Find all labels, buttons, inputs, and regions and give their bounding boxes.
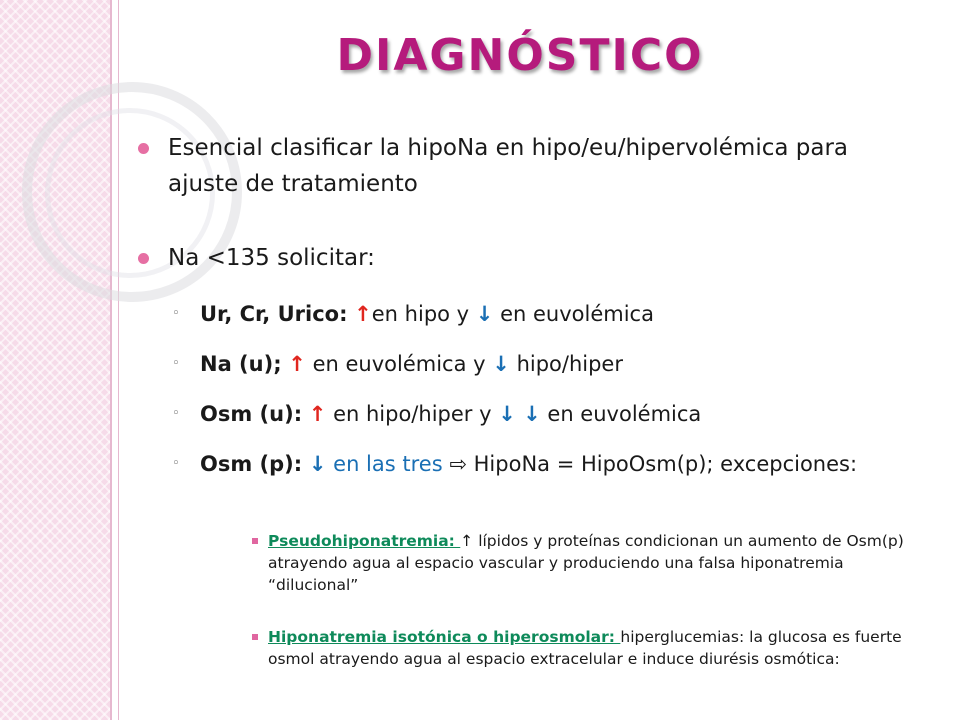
sub-item-osm-p bbox=[200, 448, 900, 480]
sub-item-label: Osm (u): bbox=[200, 402, 303, 426]
detail-text: hiperglucemias: la glucosa es fuerte osmol atrayendo agua al espacio extracelular e induce diurésis osmótica: bbox=[268, 628, 902, 668]
sub-item-label: Osm (p): bbox=[200, 452, 303, 476]
sub-item-text: en hipo/hiper y bbox=[333, 402, 492, 426]
sub-item-label: Na (u); bbox=[200, 352, 282, 376]
up-arrow-icon: ↑ bbox=[354, 302, 372, 326]
sub-item-text: en euvolémica y bbox=[312, 352, 486, 376]
sub-item-ur-cr-urico bbox=[200, 298, 900, 330]
bullet-na-request: Na <135 solicitar: bbox=[168, 245, 375, 271]
detail-term: Pseudohiponatremia: bbox=[268, 532, 461, 550]
bullet-dot bbox=[138, 253, 149, 264]
bullet-dot bbox=[138, 143, 149, 154]
up-arrow-icon: ↑ bbox=[308, 402, 327, 426]
detail-text: ↑ lípidos y proteínas condicionan un aumento de Osm(p) atrayendo agua al espacio vascular y produciendo una falsa hiponatremia “dilucional” bbox=[268, 532, 904, 594]
sub-item-text: en hipo y bbox=[371, 302, 470, 326]
slide-title: DIAGNÓSTICO bbox=[336, 30, 704, 81]
down-arrow-icon: ↓ bbox=[492, 352, 510, 376]
sub-item-label: Ur, Cr, Urico: bbox=[200, 302, 348, 326]
sub-item-text: hipo/hiper bbox=[516, 352, 623, 376]
sub-bullet-marker: ◦ bbox=[172, 406, 180, 421]
sub-bullet-marker: ◦ bbox=[172, 456, 180, 471]
sub-bullet-marker: ◦ bbox=[172, 356, 180, 371]
detail-pseudohiponatremia bbox=[268, 530, 908, 596]
sub-bullet-marker: ◦ bbox=[172, 306, 180, 321]
detail-term: Hiponatremia isotónica o hiperosmolar: bbox=[268, 628, 621, 646]
down-arrow-icon: ↓ bbox=[475, 302, 494, 326]
sub-item-text: en euvolémica bbox=[500, 302, 654, 326]
double-down-arrow-icon: ↓ ↓ bbox=[498, 402, 541, 426]
square-bullet-icon bbox=[252, 538, 258, 544]
right-arrow-icon: ⇨ bbox=[449, 452, 467, 476]
sub-item-text: HipoNa = HipoOsm(p); excepciones: bbox=[473, 452, 858, 476]
down-arrow-icon: ↓ bbox=[308, 452, 327, 476]
detail-hiponatremia-isotonica bbox=[268, 626, 908, 670]
sub-item-na-u bbox=[200, 348, 900, 380]
sub-item-text: en euvolémica bbox=[547, 402, 702, 426]
up-arrow-icon: ↑ bbox=[288, 352, 306, 376]
bullet-classification: Esencial clasificar la hipoNa en hipo/eu/hipervolémica para ajuste de tratamiento bbox=[168, 135, 849, 197]
sub-item-osm-u bbox=[200, 398, 900, 430]
sub-item-text: en las tres bbox=[333, 452, 443, 476]
square-bullet-icon bbox=[252, 634, 258, 640]
